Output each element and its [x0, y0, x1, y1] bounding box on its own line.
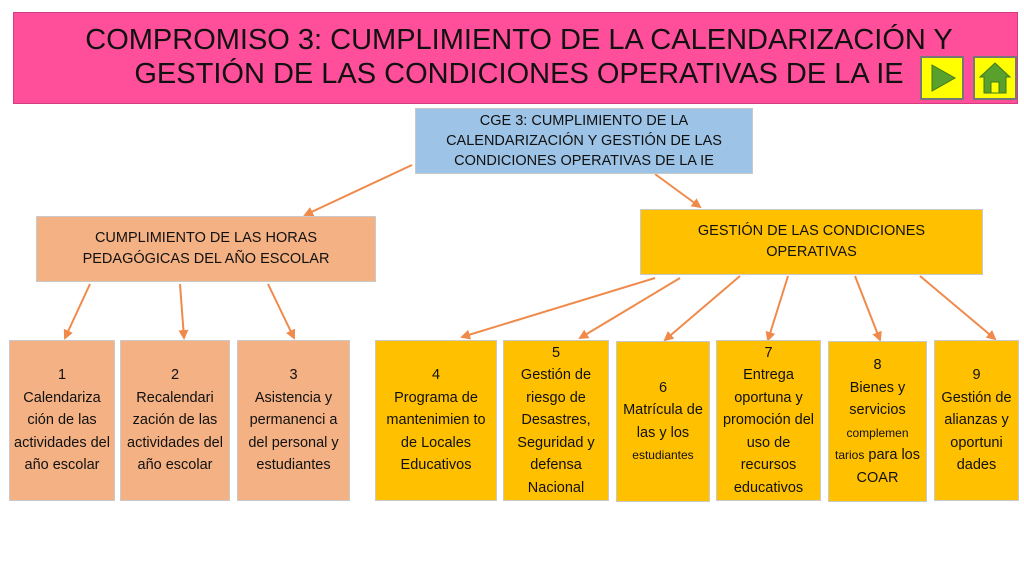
- arrow-right-5: [580, 278, 680, 338]
- leaf-text: Matrícula de las y los: [623, 402, 703, 441]
- leaf-text-small: estudiantes: [632, 448, 694, 462]
- leaf-text: Entrega oportuna y promoción del uso de recursos educativos: [722, 367, 815, 496]
- leaf-text-small: complemen tarios: [835, 425, 909, 462]
- leaf-text: Recalendari zación de las actividades del año escolar: [127, 389, 223, 474]
- arrow-left-3: [268, 284, 294, 338]
- arrow-right-4: [462, 278, 655, 337]
- branch-pedagogical-hours: CUMPLIMIENTO DE LAS HORAS PEDAGÓGICAS DEL AÑO ESCOLAR: [36, 216, 376, 282]
- arrow-left-1: [65, 284, 90, 338]
- leaf-node-4: [375, 340, 497, 501]
- leaf-node-3: [237, 340, 350, 501]
- leaf-text: Gestión de alianzas y oportuni dades: [941, 389, 1012, 474]
- leaf-number: 9: [972, 367, 981, 384]
- arrow-root-left: [305, 165, 412, 215]
- arrow-left-2: [180, 284, 184, 338]
- leaf-number: 1: [57, 367, 67, 384]
- leaf-number: 8: [873, 357, 882, 373]
- leaf-node-1: [9, 340, 115, 501]
- leaf-text: para los COAR: [856, 447, 920, 486]
- leaf-number: 4: [431, 367, 441, 384]
- leaf-node-6: [616, 341, 710, 502]
- page-title: COMPROMISO 3: CUMPLIMIENTO DE LA CALENDARIZACIÓN Y GESTIÓN DE LAS CONDICIONES OPERATIVAS DE LA IE: [85, 24, 953, 90]
- arrow-right-9: [920, 276, 995, 339]
- arrow-right-6: [665, 276, 740, 340]
- leaf-text: Programa de mantenimien to de Locales Educativos: [386, 389, 486, 474]
- leaf-text: Calendariza ción de las actividades del año escolar: [14, 389, 110, 474]
- leaf-text: Asistencia y permanenci a del personal y estudiantes: [248, 389, 339, 474]
- arrow-root-right: [655, 174, 700, 207]
- arrow-right-8: [855, 276, 880, 340]
- leaf-node-9: [934, 340, 1019, 501]
- leaf-node-8: [828, 341, 927, 502]
- leaf-number: 3: [289, 367, 298, 384]
- leaf-node-7: [716, 340, 821, 501]
- branch-operating-conditions: GESTIÓN DE LAS CONDICIONES OPERATIVAS: [640, 209, 983, 275]
- leaf-number: 2: [170, 367, 180, 384]
- leaf-node-2: [120, 340, 230, 501]
- leaf-number: 5: [551, 344, 561, 361]
- arrow-right-7: [768, 276, 788, 340]
- leaf-node-5: [503, 340, 609, 501]
- leaf-number: 7: [764, 344, 773, 361]
- leaf-number: 6: [658, 379, 668, 396]
- leaf-text: Gestión de riesgo de Desastres, Seguridad y defensa Nacional: [517, 367, 595, 496]
- root-node: CGE 3: CUMPLIMIENTO DE LA CALENDARIZACIÓN Y GESTIÓN DE LAS CONDICIONES OPERATIVAS DE LA IE: [415, 108, 753, 174]
- leaf-text: Bienes y servicios: [849, 379, 906, 418]
